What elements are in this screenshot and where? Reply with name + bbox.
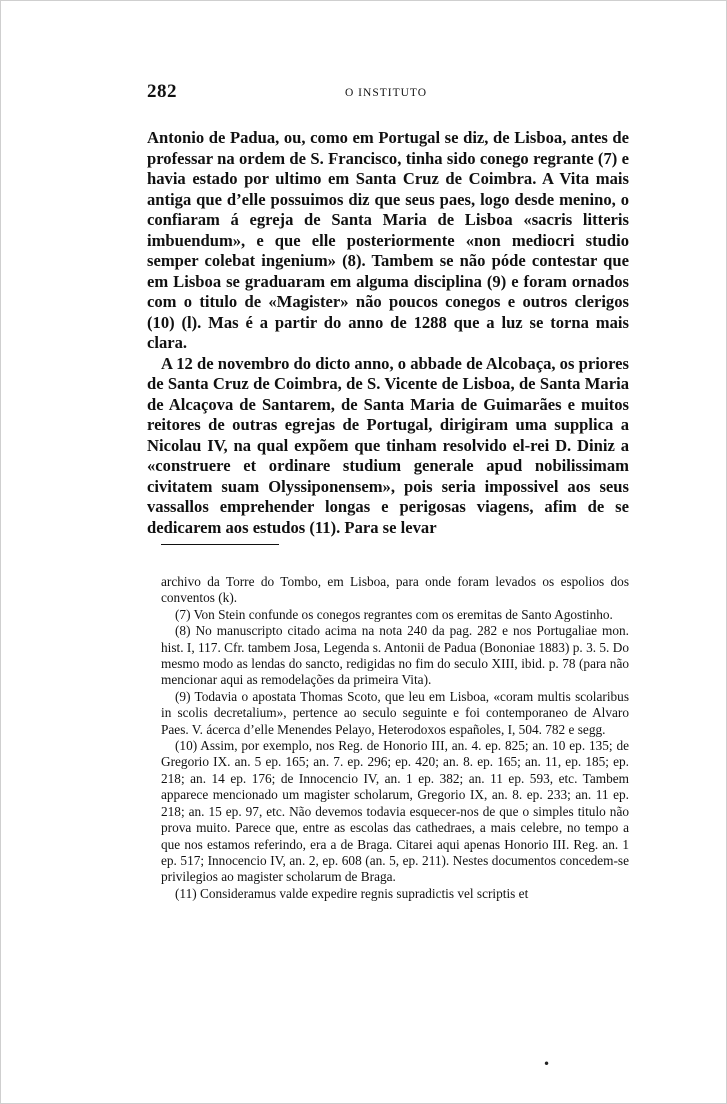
footnote-10: (10) Assim, por exemplo, nos Reg. de Honorio III, an. 4. ep. 825; an. 10 ep. 135; de Gregorio IX. an. 5 ep. 165; an. 7. ep. 296; ep. 420; an. 8. ep. 165; an. 11, ep. 185; ep. 218; an. 14 ep. 176; de Innocencio IV, an. 1 ep. 382; an. 11 ep. 593, etc. Tambem apparece mencionado um magister scholarum, Gregorio IX, an. 8. ep. 233; an. 11 ep. 218; an. 15 ep. 97, etc. Não devemos todavia esquecer-nos de que o simples titulo não prova muito. Parece que, entre as escolas das cathedraes, a mais celebre, no tempo a que nos estamos referindo, era a de Braga. Citarei aqui apenas Honorio III. Reg. an. 1 ep. 517; Innocencio IV, an. 2, ep. 608 (an. 5, ep. 211). Nestes documentos concedem-se privilegios ao magister scholarum de Braga. [161,738,629,885]
footnote-divider [161,544,279,545]
print-mark: • [543,1057,551,1071]
footnote-8: (8) No manuscripto citado acima na nota 240 da pag. 282 e nos Portugaliae mon. hist. I, 117. Cfr. tambem Josa, Legenda s. Antonii de Padua (Bononiae 1883) p. 3. 5. Do mesmo modo as lendas do sancto, redigidas no fim do seculo XIII, ibid. p. 78 (para não mencionar aqui as remodelações da primeira Vita). [161,623,629,688]
page-number: 282 [147,81,177,102]
footnotes [161,574,629,902]
page-header [147,81,629,105]
footnote-11: (11) Consideramus valde expedire regnis supradictis vel scriptis et [175,885,529,901]
main-text [147,128,629,538]
paragraph: A 12 de novembro do dicto anno, o abbade de Alcobaça, os priores de Santa Cruz de Coimbra, de S. Vicente de Lisboa, de Santa Maria de Alcaçova de Santarem, de Santa Maria de Guimarães e muitos reitores de outras egrejas de Portugal, dirigiram uma supplica a Nicolau IV, na qual expõem que tinham resolvido el-rei D. Diniz a «construere et ordinare studium generale apud nobilissimam civitatem suam Olyssiponensem», pois seria impossivel aos seus vassallos emprehender longas e perigosas viagens, afim de se dedicarem aos estudos (11). Para se levar [147,353,629,537]
footnote-continuation: archivo da Torre do Tombo, em Lisboa, para onde foram levados os espolios dos conventos (k). [161,574,629,606]
paragraph: Antonio de Padua, ou, como em Portugal se diz, de Lisboa, antes de professar na ordem de S. Francisco, tinha sido conego regrante (7) e havia estado por ultimo em Santa Cruz de Coimbra. A Vita mais antiga que d’elle possuimos diz que seus paes, logo desde menino, o confiaram á egreja de Santa Maria de Lisboa «sacris litteris imbuendum», e que elle posteriormente «non mediocri studio semper colebat ingenium» (8). Tambem se não póde contestar que em Lisboa se graduaram em alguma disciplina (9) e foram ornados com o titulo de «Magister» não poucos conegos e outros clerigos (10) (l). Mas é a partir do anno de 1288 que a luz se torna mais clara. [147,128,629,352]
footnote-9: (9) Todavia o apostata Thomas Scoto, que leu em Lisboa, «coram multis scolaribus in scolis decretalium», pertence ao seculo seguinte e foi contemporaneo de Alvaro Paes. V. ácerca d’elle Menendes Pelayo, Heterodoxos españoles, I, 504. 782 e segg. [161,688,629,737]
running-title: O INSTITUTO [345,87,428,99]
footnote-7: (7) Von Stein confunde os conegos regrantes com os eremitas de Santo Agostinho. [175,606,613,622]
